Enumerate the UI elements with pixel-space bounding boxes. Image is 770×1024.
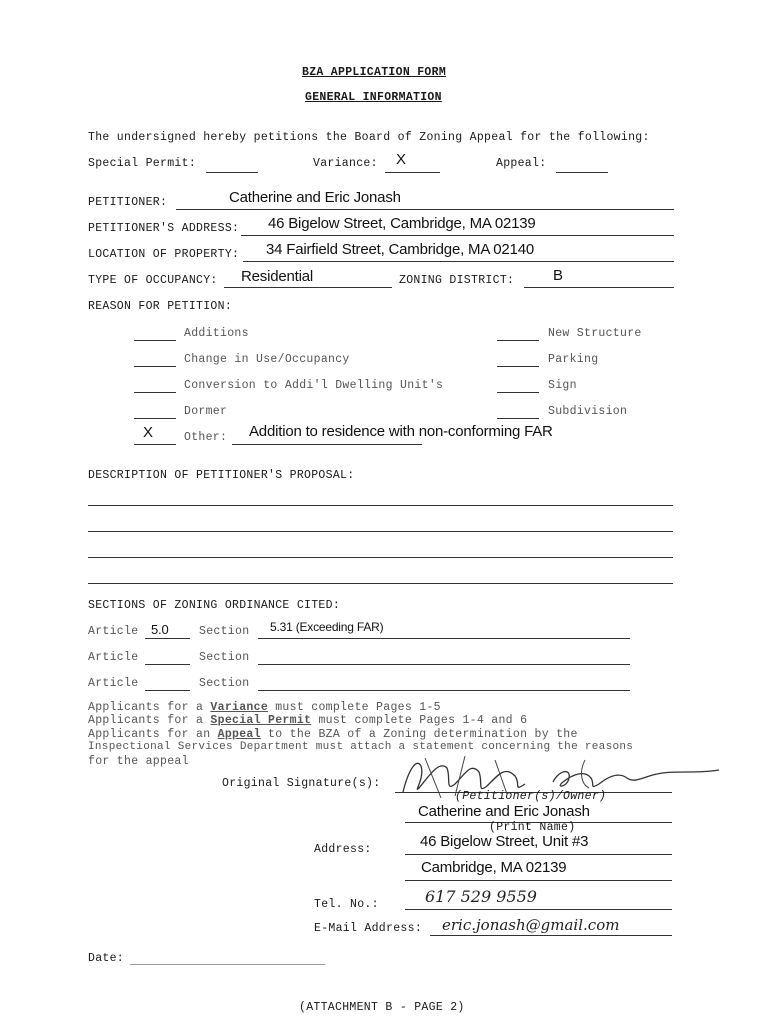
location-field-line[interactable] [243,261,674,262]
special-permit-blank[interactable] [206,172,258,173]
instruction-line-5: for the appeal [88,755,189,768]
tel-line[interactable] [405,909,672,910]
other-label: Other: [184,431,228,444]
reason-additions: Additions [184,327,249,340]
instruction-special-permit-pre: Applicants for a [88,714,204,727]
description-line-2[interactable] [88,531,673,532]
special-permit-label: Special Permit: [88,157,197,170]
occupancy-label: TYPE OF OCCUPANCY: [88,274,218,287]
instruction-variance-pre: Applicants for a [88,701,204,714]
section-label-3: Section [199,677,250,690]
sections-label: SECTIONS OF ZONING ORDINANCE CITED: [88,599,341,612]
email-label: E-Mail Address: [314,922,423,935]
subdivision-blank[interactable] [497,418,539,419]
reason-change-in-use: Change in Use/Occupancy [184,353,350,366]
other-field-line[interactable] [232,444,422,445]
conversion-blank[interactable] [134,392,176,393]
address-line-2-value: Cambridge, MA 02139 [421,859,567,876]
form-subtitle: GENERAL INFORMATION [305,91,442,104]
article-label-3: Article [88,677,139,690]
instruction-appeal-pre: Applicants for an [88,728,211,741]
article-blank-2[interactable] [145,664,190,665]
section-value-1: 5.31 (Exceeding FAR) [270,620,384,634]
variance-mark: X [396,151,406,168]
instruction-appeal-key: Appeal [217,728,261,741]
instruction-special-permit-key: Special Permit [210,714,312,727]
tel-value: 617 529 9559 [425,887,537,906]
appeal-blank[interactable] [556,172,608,173]
reason-new-structure: New Structure [548,327,642,340]
other-mark: X [143,424,153,441]
article-label-2: Article [88,651,139,664]
dormer-blank[interactable] [134,418,176,419]
article-label-1: Article [88,625,139,638]
section-blank-1[interactable] [258,638,630,639]
change-in-use-blank[interactable] [134,366,176,367]
description-line-3[interactable] [88,557,673,558]
intro-text: The undersigned hereby petitions the Board of Zoning Appeal for the following: [88,131,650,144]
instruction-variance [88,701,441,714]
instruction-variance-post: must complete Pages 1-5 [275,701,441,714]
petitioner-value: Catherine and Eric Jonash [229,189,401,206]
address-field-line[interactable] [241,235,674,236]
variance-blank[interactable] [385,172,440,173]
description-line-1[interactable] [88,505,673,506]
variance-label: Variance: [313,157,378,170]
reason-label: REASON FOR PETITION: [88,300,233,313]
form-title: BZA APPLICATION FORM [302,66,447,79]
district-label: ZONING DISTRICT: [399,274,515,287]
reason-parking: Parking [548,353,599,366]
parking-blank[interactable] [497,366,539,367]
address-sig-label: Address: [314,843,372,856]
section-blank-2[interactable] [258,664,630,665]
print-name-label: (Print Name) [489,821,576,834]
occupancy-value: Residential [241,268,314,285]
reason-subdivision: Subdivision [548,405,628,418]
description-line-4[interactable] [88,583,673,584]
occupancy-field-line[interactable] [224,287,392,288]
date-label: Date: [88,952,125,965]
section-blank-3[interactable] [258,690,630,691]
appeal-label: Appeal: [496,157,547,170]
tel-label: Tel. No.: [314,898,379,911]
district-value: B [553,267,563,284]
section-label-2: Section [199,651,250,664]
reason-sign: Sign [548,379,577,392]
petitioner-field-line[interactable] [176,209,674,210]
article-value-1: 5.0 [151,622,169,637]
additions-blank[interactable] [134,340,176,341]
district-field-line[interactable] [524,287,674,288]
address-line-1[interactable] [405,854,672,855]
address-line-1-value: 46 Bigelow Street, Unit #3 [420,833,589,850]
instruction-appeal [88,728,578,741]
petitioner-label: PETITIONER: [88,196,168,209]
email-value: eric.jonash@gmail.com [442,916,620,934]
other-value: Addition to residence with non-conforming FAR [249,423,553,440]
address-line-2[interactable] [405,880,672,881]
address-value: 46 Bigelow Street, Cambridge, MA 02139 [268,215,536,232]
instruction-special-permit [88,714,527,727]
article-blank-3[interactable] [145,690,190,691]
location-label: LOCATION OF PROPERTY: [88,248,240,261]
instruction-variance-key: Variance [210,701,269,714]
address-label: PETITIONER'S ADDRESS: [88,222,240,235]
date-line[interactable] [130,964,325,965]
print-name-value: Catherine and Eric Jonash [418,803,590,820]
page-footer: (ATTACHMENT B - PAGE 2) [299,1001,465,1014]
signature-role-label: (Petitioner(s)/Owner) [455,790,607,803]
instruction-special-permit-post: must complete Pages 1-4 and 6 [318,714,528,727]
location-value: 34 Fairfield Street, Cambridge, MA 02140 [266,241,534,258]
email-line[interactable] [430,935,672,936]
reason-conversion: Conversion to Addi'l Dwelling Unit's [184,379,444,392]
section-label-1: Section [199,625,250,638]
article-blank-1[interactable] [145,638,190,639]
description-label: DESCRIPTION OF PETITIONER'S PROPOSAL: [88,469,355,482]
signature-label: Original Signature(s): [222,777,381,790]
sign-blank[interactable] [497,392,539,393]
instruction-line-4: Inspectional Services Department must attach a statement concerning the reasons [88,741,634,753]
new-structure-blank[interactable] [497,340,539,341]
reason-dormer: Dormer [184,405,228,418]
other-blank[interactable] [134,444,176,445]
instruction-appeal-post: to the BZA of a Zoning determination by the [268,728,578,741]
